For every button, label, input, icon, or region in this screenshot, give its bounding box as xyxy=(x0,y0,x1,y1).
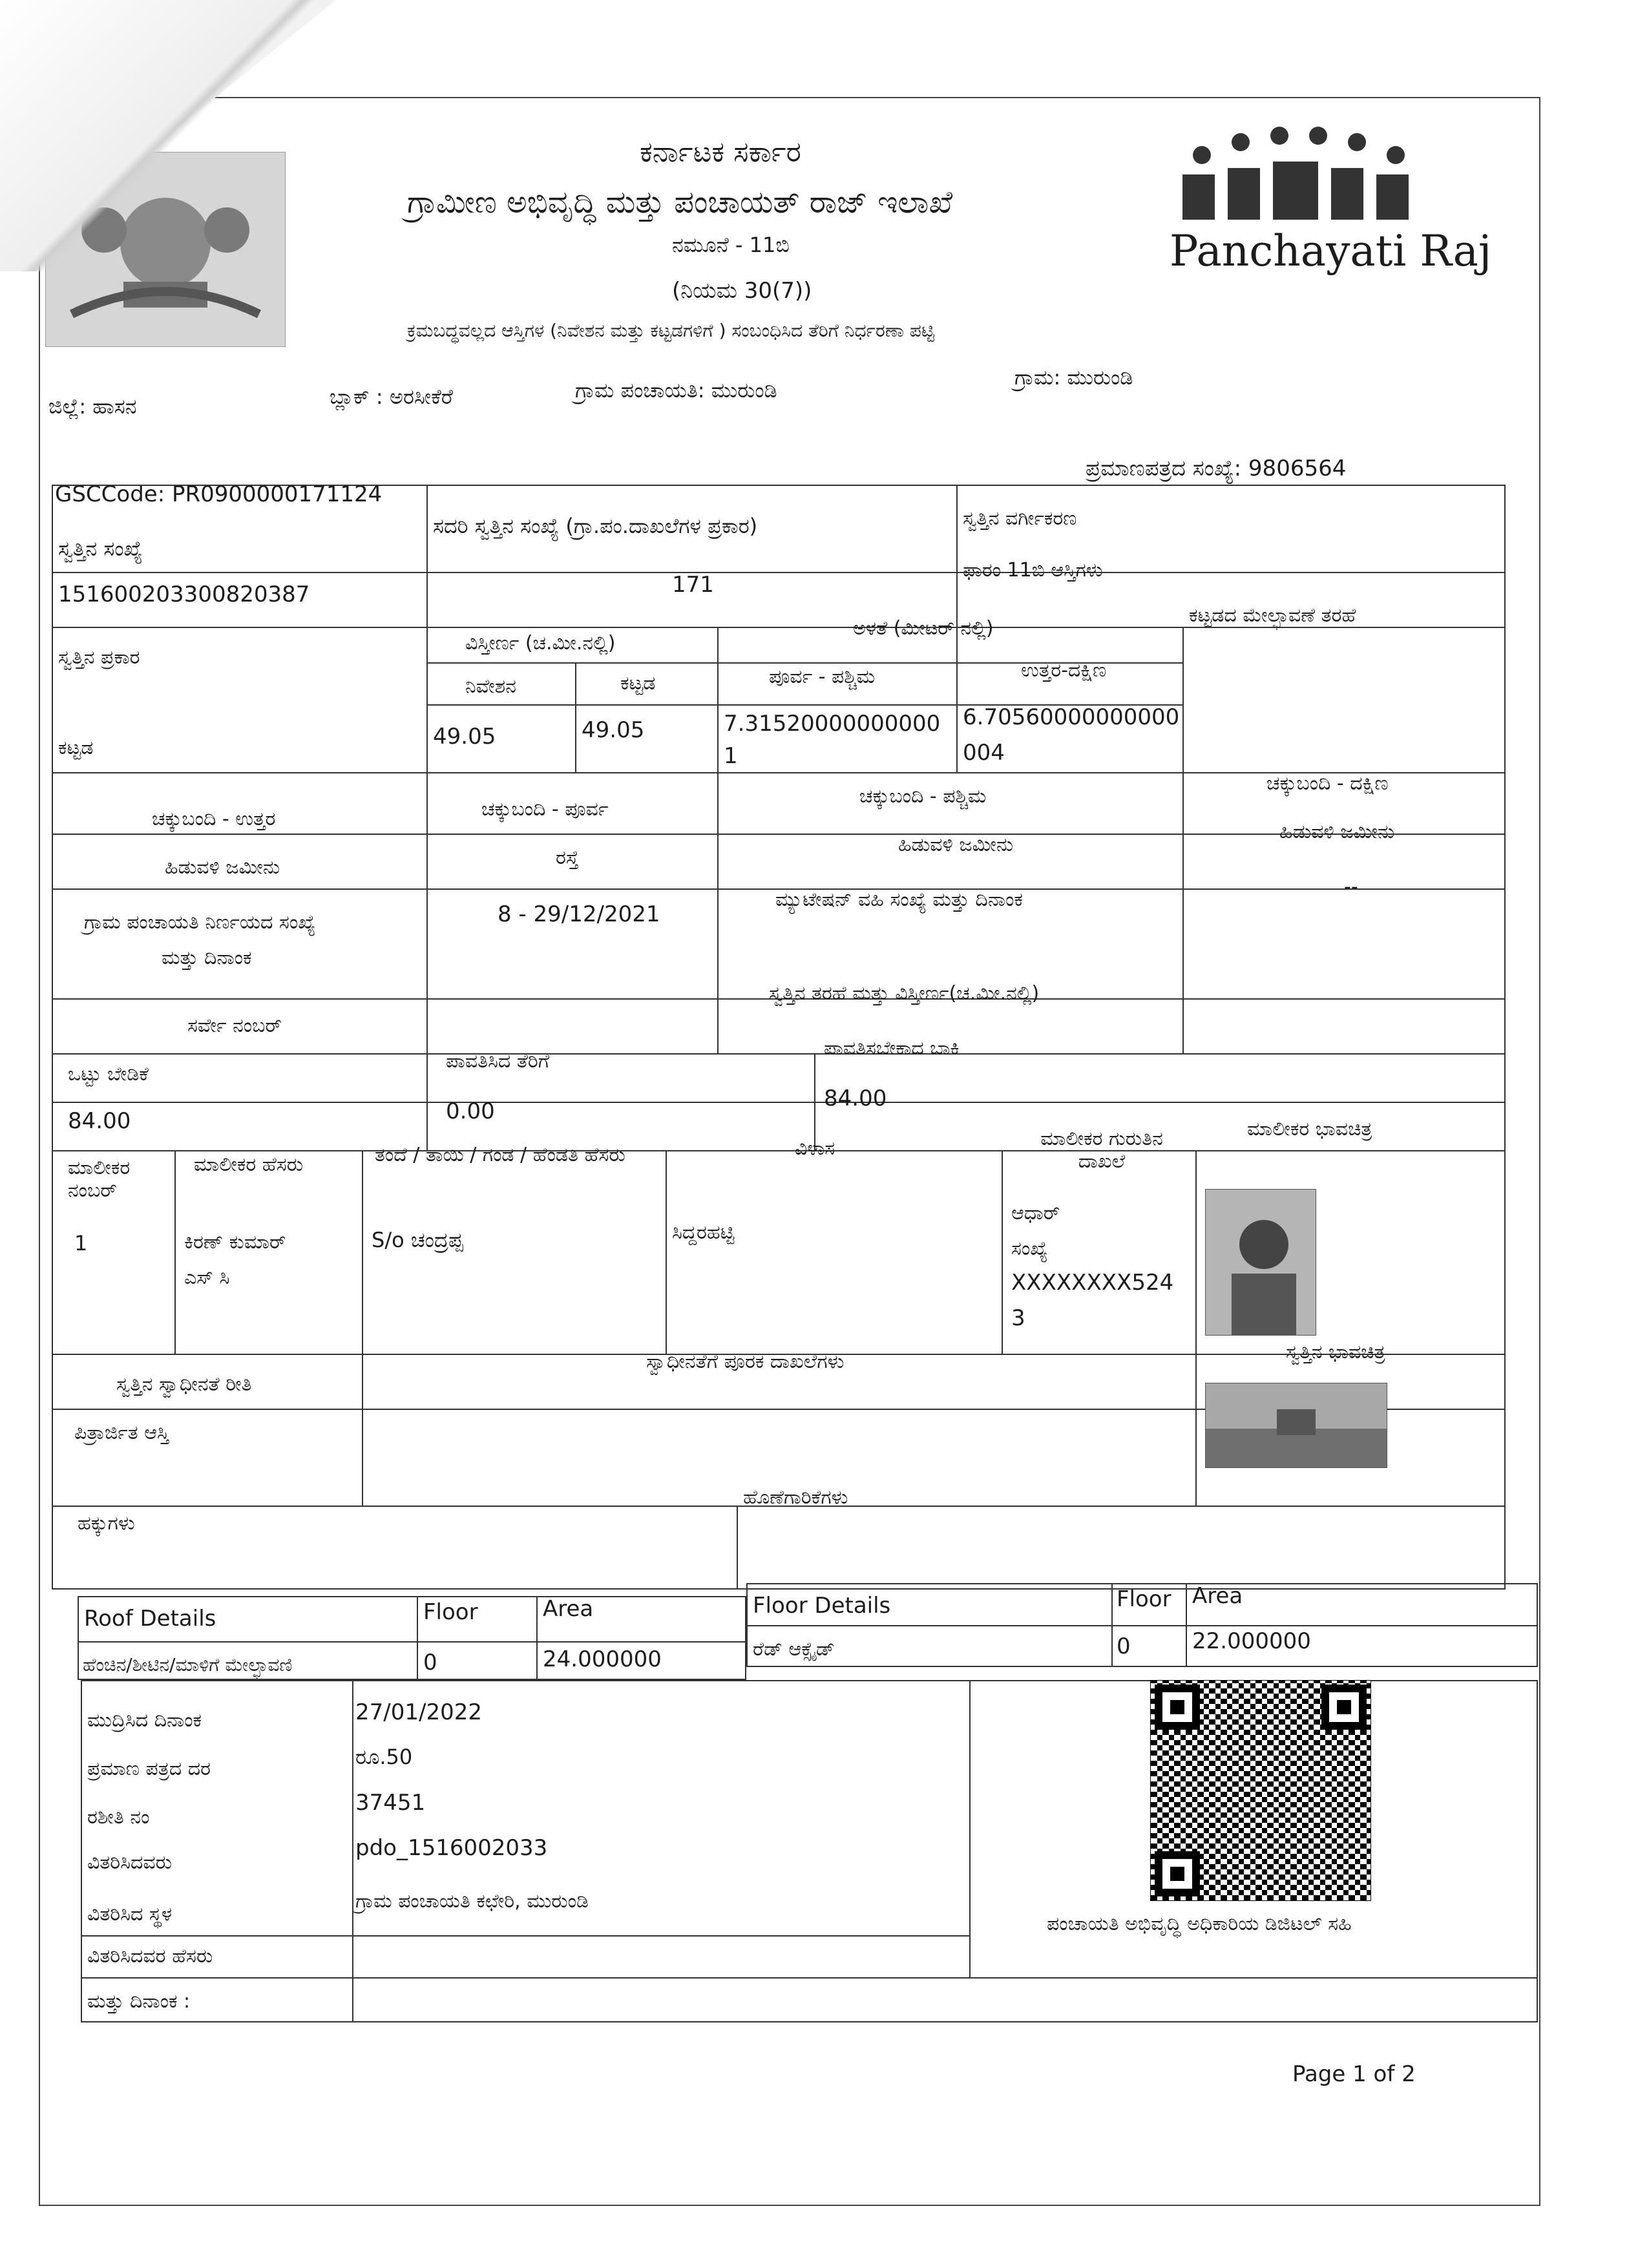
issuer: pdo_1516002033 xyxy=(355,1835,548,1861)
qr-code xyxy=(1150,1680,1371,1901)
roof-floor-value: 0 xyxy=(423,1650,437,1675)
survey-number-label: ಸರ್ವೇ ನಂಬರ್ xyxy=(187,1014,282,1037)
owner-address: ಸಿದ್ದರಹಟ್ಟಿ xyxy=(672,1221,735,1244)
floor-type: ರೆಡ್ ಆಕ್ಸೈಡ್ xyxy=(753,1638,835,1661)
certificate-rate-label: ಪ್ರಮಾಣ ಪತ್ರದ ದರ xyxy=(87,1758,211,1780)
issuer-label: ವಿತರಿಸಿದವರು xyxy=(87,1851,173,1874)
south-boundary-label: ಚಕ್ಕುಬಂದಿ - ದಕ್ಷಿಣ xyxy=(1266,772,1389,795)
classification-value: ಫಾರಂ 11ಬಿ ಆಸ್ತಿಗಳು xyxy=(963,559,1103,582)
owner-number: 1 xyxy=(74,1231,88,1255)
issue-place-label: ವಿತರಿಸಿದ ಸ್ಥಳ xyxy=(87,1903,173,1926)
owner-name: ಕಿರಣ್ ಕುಮಾರ್ xyxy=(184,1231,286,1254)
property-type-value: ಕಟ್ಟಡ xyxy=(58,737,94,759)
north-south-value-2: 004 xyxy=(963,740,1005,766)
roof-details-title: Roof Details xyxy=(84,1606,216,1632)
east-west-value: 7.31520000000000 xyxy=(724,711,941,737)
and-date-label: ಮತ್ತು ದಿನಾಂಕ : xyxy=(87,1990,191,2013)
due-label: ಪಾವತಿಸಬೇಕಾದ ಬಾಕಿ xyxy=(824,1037,960,1060)
relation-name-label: ತಂದೆ / ತಾಯಿ / ಗಂಡ / ಹೆಂಡತಿ ಹೆಸರು xyxy=(375,1144,625,1166)
west-boundary: ಹಿಡುವಳಿ ಜಮೀನು xyxy=(898,834,1014,856)
property-id-label: ಸ್ವತ್ತಿನ ಸಂಖ್ಯೆ xyxy=(58,536,143,561)
issue-place: ಗ್ರಾಮ ಪಂಚಾಯತಿ ಕಛೇರಿ, ಮುರುಂಡಿ xyxy=(355,1890,589,1913)
owner-name-label: ಮಾಲೀಕರ ಹೆಸರು xyxy=(194,1153,304,1176)
property-type-label: ಸ್ವತ್ತಿನ ಪ್ರಕಾರ xyxy=(58,646,140,669)
page-fold-shadow xyxy=(0,0,336,271)
owner-id-2: ಸಂಖ್ಯೆ xyxy=(1011,1237,1048,1260)
roof-area-value: 24.000000 xyxy=(543,1646,662,1672)
sadara-label: ಸದರಿ ಸ್ವತ್ತಿನ ಸಂಖ್ಯೆ (ಗ್ರಾ.ಪಂ.ದಾಖಲೆಗಳ ಪ್ರಕಾರ) xyxy=(433,514,758,538)
building-label: ಕಟ್ಟಡ xyxy=(620,672,656,695)
roof-type: ಹೆಂಚಿನ/ಶೀಟಿನ/ಮಾಳಿಗೆ ಮೇಲ್ಛಾವಣಿ xyxy=(83,1654,293,1675)
floor-details-title: Floor Details xyxy=(753,1593,891,1619)
property-photo-label: ಸ್ವತ್ತಿನ ಭಾವಚಿತ್ರ xyxy=(1286,1341,1385,1363)
site-area-value: 49.05 xyxy=(433,724,496,750)
floor-area-header: Area xyxy=(1192,1583,1243,1609)
owner-name-2: ಎಸ್ ಸಿ xyxy=(184,1266,230,1289)
east-boundary: ರಸ್ತೆ xyxy=(556,846,579,869)
dimension-label: ಅಳತೆ (ಮೀಟರ್ ನಲ್ಲಿ) xyxy=(853,617,994,640)
classification-label: ಸ್ವತ್ತಿನ ವರ್ಗೀಕರಣ xyxy=(963,507,1077,530)
owner-photo xyxy=(1205,1189,1316,1336)
roof-area-header: Area xyxy=(543,1596,594,1622)
certificate-number: ಪ್ರಮಾಣಪತ್ರದ ಸಂಖ್ಯೆ: 9806564 xyxy=(1086,456,1347,481)
print-date-label: ಮುದ್ರಿಸಿದ ದಿನಾಂಕ xyxy=(87,1709,202,1732)
rights-label: ಹಕ್ಕುಗಳು xyxy=(78,1512,135,1535)
floor-floor-value: 0 xyxy=(1117,1633,1131,1659)
certificate-rate: ರೂ.50 xyxy=(355,1745,413,1769)
address-label: ವಿಳಾಸ xyxy=(795,1137,835,1160)
property-photo xyxy=(1205,1383,1387,1468)
govt-title: ಕರ್ನಾಟಕ ಸರ್ಕಾರ xyxy=(640,136,801,169)
dept-title: ಗ್ರಾಮೀಣ ಅಭಿವೃದ್ಧಿ ಮತ್ತು ಪಂಚಾಯತ್ ರಾಜ್ ಇಲಾಖೆ xyxy=(407,184,953,220)
site-label: ನಿವೇಶನ xyxy=(465,675,516,698)
floor-floor-header: Floor xyxy=(1117,1586,1171,1612)
east-west-value-2: 1 xyxy=(724,743,738,769)
mutation-label: ಮ್ಯುಟೇಷನ್ ವಹಿ ಸಂಖ್ಯೆ ಮತ್ತು ದಿನಾಂಕ xyxy=(775,888,1023,911)
subtitle: ಕ್ರಮಬದ್ಧವಲ್ಲದ ಆಸ್ತಿಗಳ (ನಿವೇಶನ ಮತ್ತು ಕಟ್ಟಡಗಳಿಗೆ ) ಸಂಬಂಧಿಸಿದ ತೆರಿಗೆ ನಿರ್ಧರಣಾ ಪಟ್ಟಿ xyxy=(407,320,935,341)
issuer-name-label: ವಿತರಿಸಿದವರ ಹೆಸರು xyxy=(87,1945,213,1968)
west-boundary-label: ಚಕ್ಕುಬಂದಿ - ಪಶ್ಚಿಮ xyxy=(859,785,987,808)
owner-id-number: XXXXXXXX524 xyxy=(1011,1270,1174,1296)
east-boundary-label: ಚಕ್ಕುಬಂದಿ - ಪೂರ್ವ xyxy=(481,798,609,821)
owner-id-label: ಮಾಲೀಕರ ಗುರುತಿನ ದಾಖಲೆ xyxy=(1040,1128,1163,1173)
area-label: ವಿಸ್ತೀರ್ಣ (ಚ.ಮೀ.ನಲ್ಲಿ) xyxy=(465,632,616,655)
north-boundary: ಹಿಡುವಳಿ ಜಮೀನು xyxy=(165,856,280,879)
total-demand-value: 84.00 xyxy=(68,1108,131,1134)
district: ಜಿಲ್ಲೆ: ಹಾಸನ xyxy=(48,394,137,419)
paid-tax-value: 0.00 xyxy=(446,1098,495,1124)
possession-mode: ಪಿತ್ರಾರ್ಜಿತ ಆಸ್ತಿ xyxy=(74,1422,169,1444)
possession-docs-label: ಸ್ವಾಧೀನತೆಗೆ ಪೂರಕ ದಾಖಲೆಗಳು xyxy=(646,1350,845,1373)
owner-id-number-2: 3 xyxy=(1011,1305,1025,1331)
building-area-value: 49.05 xyxy=(582,717,645,743)
sadara-value: 171 xyxy=(672,572,714,598)
relation-name: S/o ಚಂದ್ರಪ್ಪ xyxy=(372,1228,463,1252)
resolution-value: 8 - 29/12/2021 xyxy=(498,901,660,927)
total-demand-label: ಒಟ್ಟು ಬೇಡಿಕೆ xyxy=(68,1063,149,1086)
north-south-label: ಉತ್ತರ-ದಕ್ಷಿಣ xyxy=(1021,659,1107,682)
east-west-label: ಪೂರ್ವ - ಪಶ್ಚಿಮ xyxy=(769,666,876,688)
south-boundary: ಹಿಡುವಳಿ ಜಮೀನು xyxy=(1279,821,1395,843)
village: ಗ್ರಾಮ: ಮುರುಂಡಿ xyxy=(1014,365,1133,390)
digital-signature-label: ಪಂಚಾಯತಿ ಅಭಿವೃದ್ಧಿ ಅಧಿಕಾರಿಯ ಡಿಜಿಟಲ್ ಸಹಿ xyxy=(1047,1913,1352,1935)
resolution-label: ಗ್ರಾಮ ಪಂಚಾಯತಿ ನಿರ್ಣಯದ ಸಂಖ್ಯೆ xyxy=(84,911,316,934)
form-number: ನಮೂನೆ - 11ಬಿ xyxy=(672,233,790,257)
print-date: 27/01/2022 xyxy=(355,1699,482,1725)
receipt-label: ರಶೀತಿ ನಂ xyxy=(87,1806,150,1829)
receipt-number: 37451 xyxy=(355,1790,426,1816)
possession-mode-label: ಸ್ವತ್ತಿನ ಸ್ವಾಧೀನತೆ ರೀತಿ xyxy=(116,1373,252,1396)
nature-area-label: ಸ್ವತ್ತಿನ ತರಹೆ ಮತ್ತು ವಿಸ್ತೀರ್ಣ(ಚ.ಮೀ.ನಲ್ಲಿ) xyxy=(769,982,1040,1005)
mutation-value: -- xyxy=(1344,876,1358,898)
roof-type-label: ಕಟ್ಟಡದ ಮೇಲ್ಛಾವಣೆ ತರಹೆ xyxy=(1189,604,1356,627)
logo-text: Panchayati Raj xyxy=(1170,226,1492,276)
gram-panchayat: ಗ್ರಾಮ ಪಂಚಾಯತಿ: ಮುರುಂಡಿ xyxy=(575,378,777,403)
block: ಬ್ಲಾಕ್ : ಅರಸೀಕೆರೆ xyxy=(330,384,453,409)
north-boundary-label: ಚಕ್ಕುಬಂದಿ - ಉತ್ತರ xyxy=(152,808,276,830)
gsc-code: GSCCode: PR0900000171124 xyxy=(55,481,383,507)
property-id-value: 151600203300820387 xyxy=(58,582,310,607)
resolution-label-2: ಮತ್ತು ದಿನಾಂಕ xyxy=(162,947,252,969)
owner-photo-label: ಮಾಲೀಕರ ಭಾವಚಿತ್ರ xyxy=(1247,1118,1372,1140)
page-number: Page 1 of 2 xyxy=(1292,2061,1416,2087)
due-value: 84.00 xyxy=(824,1086,887,1111)
rule-number: (ನಿಯಮ 30(7)) xyxy=(672,278,812,304)
paid-tax-label: ಪಾವತಿಸಿದ ತೆರಿಗೆ xyxy=(446,1050,550,1073)
owner-number-label: ಮಾಲೀಕರ ನಂಬರ್ xyxy=(68,1157,131,1202)
north-south-value: 6.70560000000000 xyxy=(963,704,1180,730)
owner-id-1: ಆಧಾರ್ xyxy=(1011,1202,1060,1224)
roof-floor-header: Floor xyxy=(423,1599,478,1625)
liabilities-label: ಹೊಣೆಗಾರಿಕೆಗಳು xyxy=(743,1486,848,1509)
floor-area-value: 22.000000 xyxy=(1192,1628,1311,1654)
